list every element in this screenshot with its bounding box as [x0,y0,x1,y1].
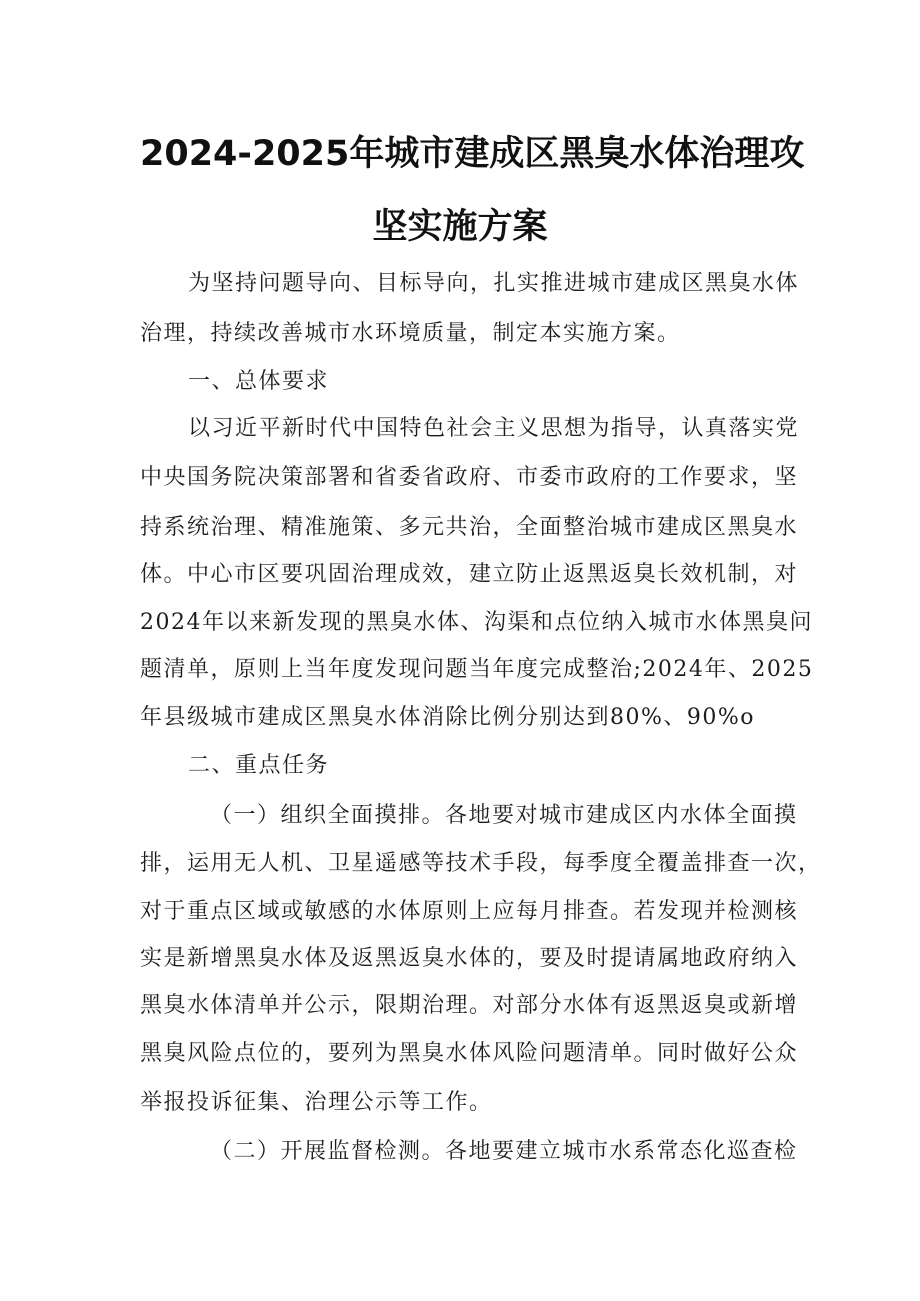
section-heading-key-tasks: 二、重点任务 [188,753,330,778]
paragraph-line: 体。中心市区要巩固治理成效，建立防止返黑返臭长效机制，对 [140,562,799,587]
paragraph-line: 黑臭水体清单并公示，限期治理。对部分水体有返黑返臭或新增 [140,993,799,1018]
paragraph-line: 实是新增黑臭水体及返黑返臭水体的，要及时提请属地政府纳入 [140,946,799,971]
paragraph-line: 2024年以来新发现的黑臭水体、沟渠和点位纳入城市水体黑臭问 [140,610,813,635]
paragraph-line: 对于重点区域或敏感的水体原则上应每月排查。若发现并检测核 [140,899,799,924]
paragraph-line: （一）组织全面摸排。各地要对城市建成区内水体全面摸 [210,803,798,828]
paragraph-line: （二）开展监督检测。各地要建立城市水系常态化巡查检 [210,1139,798,1164]
document-title-line-1: 2024-2025年城市建成区黑臭水体治理攻 [140,134,805,174]
paragraph-line: 以习近平新时代中国特色社会主义思想为指导，认真落实党 [188,416,800,441]
paragraph-line: 年县级城市建成区黑臭水体消除比例分别达到80%、90%o [140,705,756,730]
section-heading-overall-requirements: 一、总体要求 [188,369,330,394]
paragraph-line: 题清单，原则上当年度发现问题当年度完成整治;2024年、2025 [140,657,814,682]
paragraph-line: 排，运用无人机、卫星遥感等技术手段，每季度全覆盖排查一次， [140,851,822,876]
paragraph-line: 持系统治理、精准施策、多元共治，全面整治城市建成区黑臭水 [140,515,799,540]
paragraph-line: 中央国务院决策部署和省委省政府、市委市政府的工作要求，坚 [140,465,799,490]
paragraph-line: 黑臭风险点位的，要列为黑臭水体风险问题清单。同时做好公众 [140,1041,799,1066]
intro-line: 为坚持问题导向、目标导向，扎实推进城市建成区黑臭水体 [188,271,800,296]
paragraph-line: 举报投诉征集、治理公示等工作。 [140,1090,493,1115]
document-title-line-2: 坚实施方案 [372,207,548,247]
intro-line: 治理，持续改善城市水环境质量，制定本实施方案。 [140,321,681,346]
